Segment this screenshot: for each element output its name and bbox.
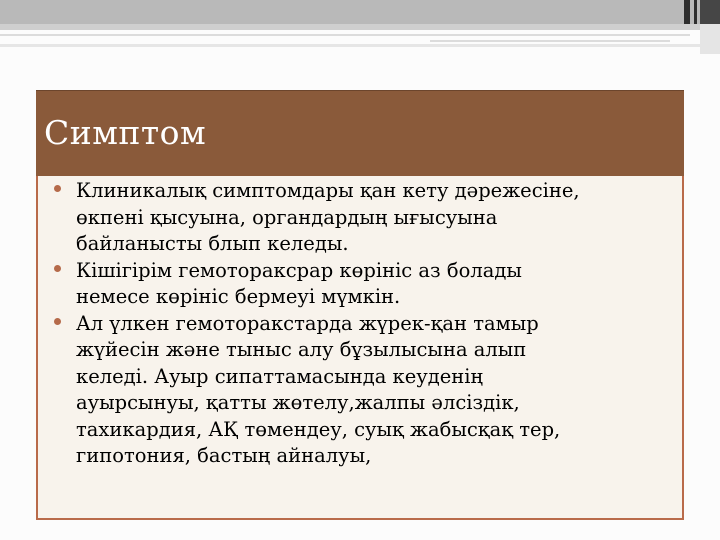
top-decorative-line [0,44,700,47]
bullet-icon [54,318,61,325]
bullet-line: немесе көрініс бермеуі мүмкін. [76,285,401,308]
top-decorative-line [0,34,690,36]
bullet-line: өкпені қысуына, органдардың ығысуына [76,205,498,229]
top-decorative-line [430,40,670,42]
corner-decoration-strip [684,0,690,24]
bullet-item [54,178,679,258]
bullet-line: байланысты блып келеды. [76,232,349,255]
top-decorative-band [0,0,700,24]
bullet-item [54,311,679,470]
corner-decoration-strip [694,0,697,24]
bullet-line: гипотония, бастың айналуы, [76,444,372,467]
corner-decoration [700,0,720,24]
bullet-line: келеді. Ауыр сипаттамасында кеуденің [76,364,484,388]
bullet-line: Ал үлкен гемоторакстарда жүрек-қан тамыр [76,311,539,335]
content-box [36,176,684,520]
bullet-icon [54,185,61,192]
bullet-icon [54,265,61,272]
bullet-line: ауырсынуы, қатты жөтелу,жалпы әлсіздік, [76,391,520,414]
bullet-line: жүйесін және тыныс алу бұзылысына алып [76,338,527,361]
bullet-line: Клиникалық симптомдары қан кету дәрежесіне, [76,179,580,202]
bullet-line: Кішігірім гемотораксрар көрініс аз болады [76,258,522,282]
slide-title: Симптом [44,113,207,152]
top-decorative-band-light [0,24,700,30]
corner-decoration [700,24,720,54]
bullet-item [54,258,679,311]
bullet-list [54,178,679,470]
bullet-line: тахикардия, АҚ төмендеу, суық жабысқақ тер, [76,417,561,441]
title-bar [36,90,684,176]
